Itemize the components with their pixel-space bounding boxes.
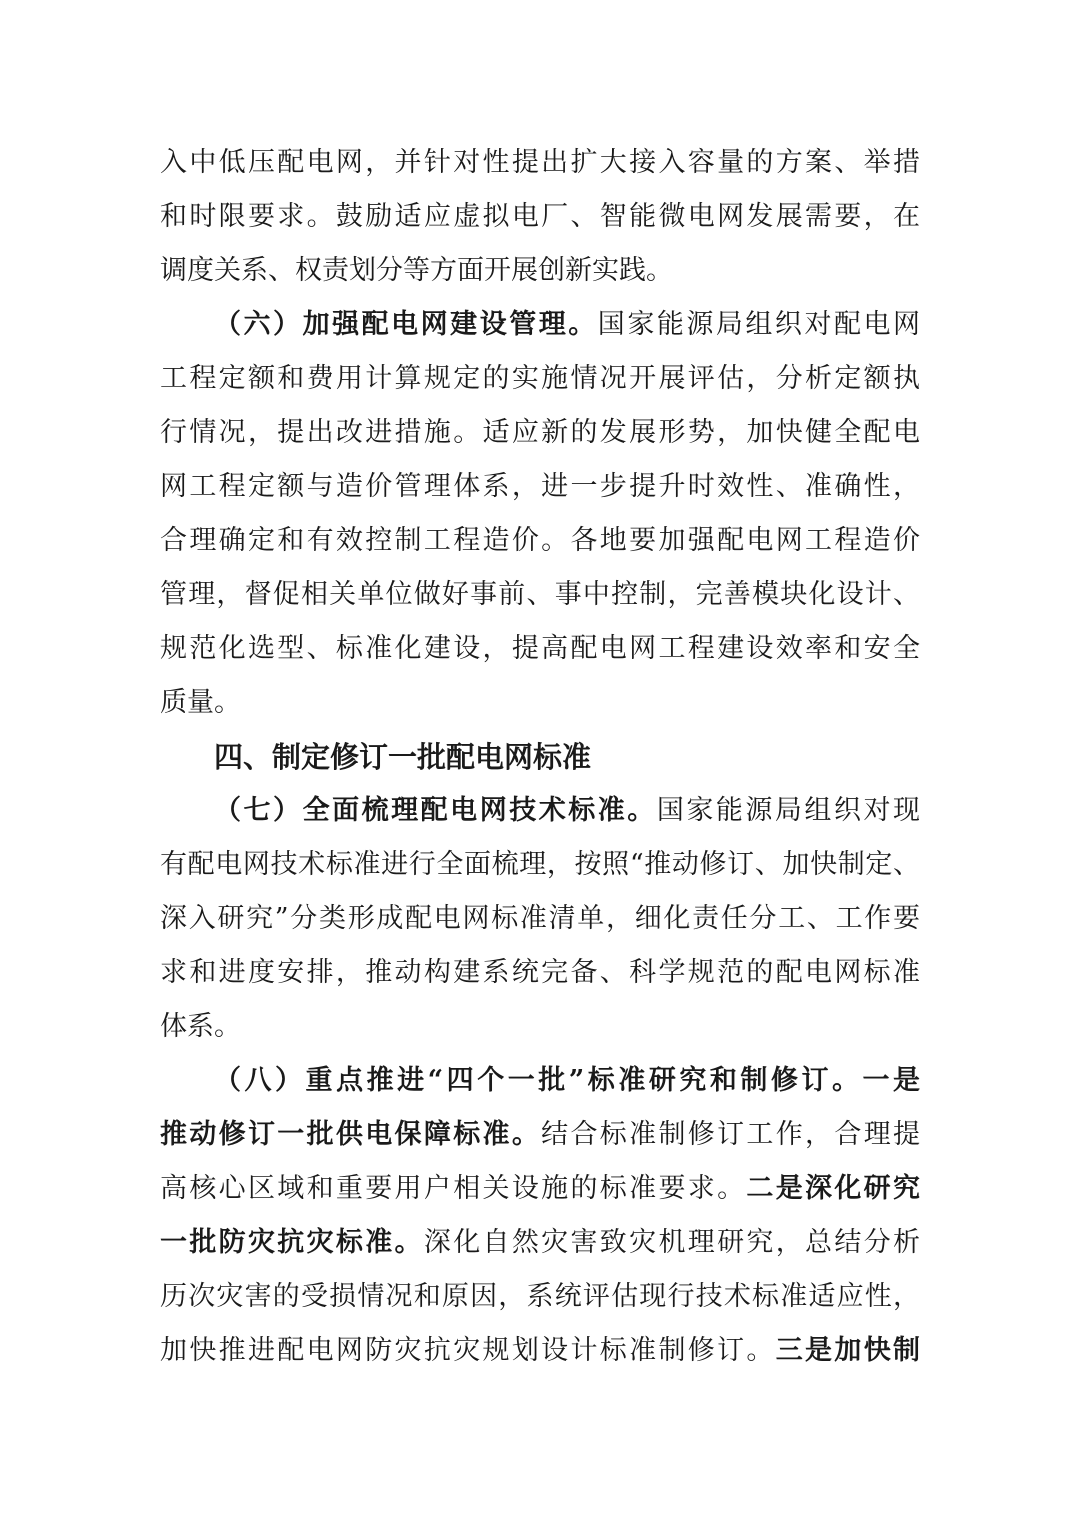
text-line [160,1216,920,1270]
text-line [160,460,920,514]
text-run: 工程定额和费用计算规定的实施情况开展评估，分析定额执 [160,363,920,394]
emphasized-text-run: 三是加快制 [775,1335,921,1366]
text-run: 结合标准制修订工作，合理提 [541,1119,921,1150]
text-run: 加快推进配电网防灾抗灾规划设计标准制修订。 [160,1335,776,1366]
text-run: 历次灾害的受损情况和原因，系统评估现行技术标准适应性， [160,1281,920,1312]
emphasized-text-run: （六）加强配电网建设管理。 [214,309,598,340]
document-text-block [160,136,920,1378]
text-line [160,622,920,676]
text-line [160,1162,920,1216]
text-run: 体系。 [160,1011,241,1042]
text-line [160,406,920,460]
text-line [160,1108,920,1162]
text-line [160,892,920,946]
emphasized-text-run: （七）全面梳理配电网技术标准。 [214,795,657,826]
text-line [160,946,920,1000]
emphasized-text-run: 二是深化研究 [746,1173,921,1204]
text-run: 求和进度安排，推动构建系统完备、科学规范的配电网标准 [160,957,920,988]
text-run: 质量。 [160,687,241,718]
text-run: 网工程定额与造价管理体系，进一步提升时效性、准确性， [160,471,920,502]
emphasized-text-run: （八）重点推进“四个一批”标准研究和制修订。 [214,1065,863,1096]
text-line [160,352,920,406]
text-run: 行情况，提出改进措施。适应新的发展形势，加快健全配电 [160,417,920,448]
text-line [160,1000,920,1054]
text-line [160,136,920,190]
text-line [160,190,920,244]
text-run: 调度关系、权责划分等方面开展创新实践。 [160,255,673,286]
emphasized-text-run: 一批防灾抗灾标准。 [160,1227,424,1258]
text-line [160,784,920,838]
text-run: 国家能源局组织对配电网 [597,309,921,340]
text-run: 和时限要求。鼓励适应虚拟电厂、智能微电网发展需要，在 [160,201,920,232]
text-line [160,1270,920,1324]
text-line [160,514,920,568]
text-run: 深入研究”分类形成配电网标准清单，细化责任分工、工作要 [160,903,920,934]
text-run: 入中低压配电网，并针对性提出扩大接入容量的方案、举措 [160,147,920,178]
text-line [160,1324,920,1378]
emphasized-text-run: 四、制定修订一批配电网标准 [214,740,592,774]
text-line [160,298,920,352]
text-run: 高核心区域和重要用户相关设施的标准要求。 [160,1173,747,1204]
text-line [160,1054,920,1108]
emphasized-text-run: 推动修订一批供电保障标准。 [160,1119,542,1150]
text-line [160,244,920,298]
text-run: 管理，督促相关单位做好事前、事中控制，完善模块化设计、 [160,579,920,610]
section-heading [160,730,920,784]
text-run: 规范化选型、标准化建设，提高配电网工程建设效率和安全 [160,633,920,664]
text-line [160,676,920,730]
text-run: 合理确定和有效控制工程造价。各地要加强配电网工程造价 [160,525,920,556]
emphasized-text-run: 一是 [862,1065,921,1096]
text-run: 有配电网技术标准进行全面梳理，按照“推动修订、加快制定、 [160,849,920,880]
text-run: 深化自然灾害致灾机理研究，总结分析 [423,1227,921,1258]
text-line [160,568,920,622]
text-line [160,838,920,892]
text-run: 国家能源局组织对现 [656,795,921,826]
